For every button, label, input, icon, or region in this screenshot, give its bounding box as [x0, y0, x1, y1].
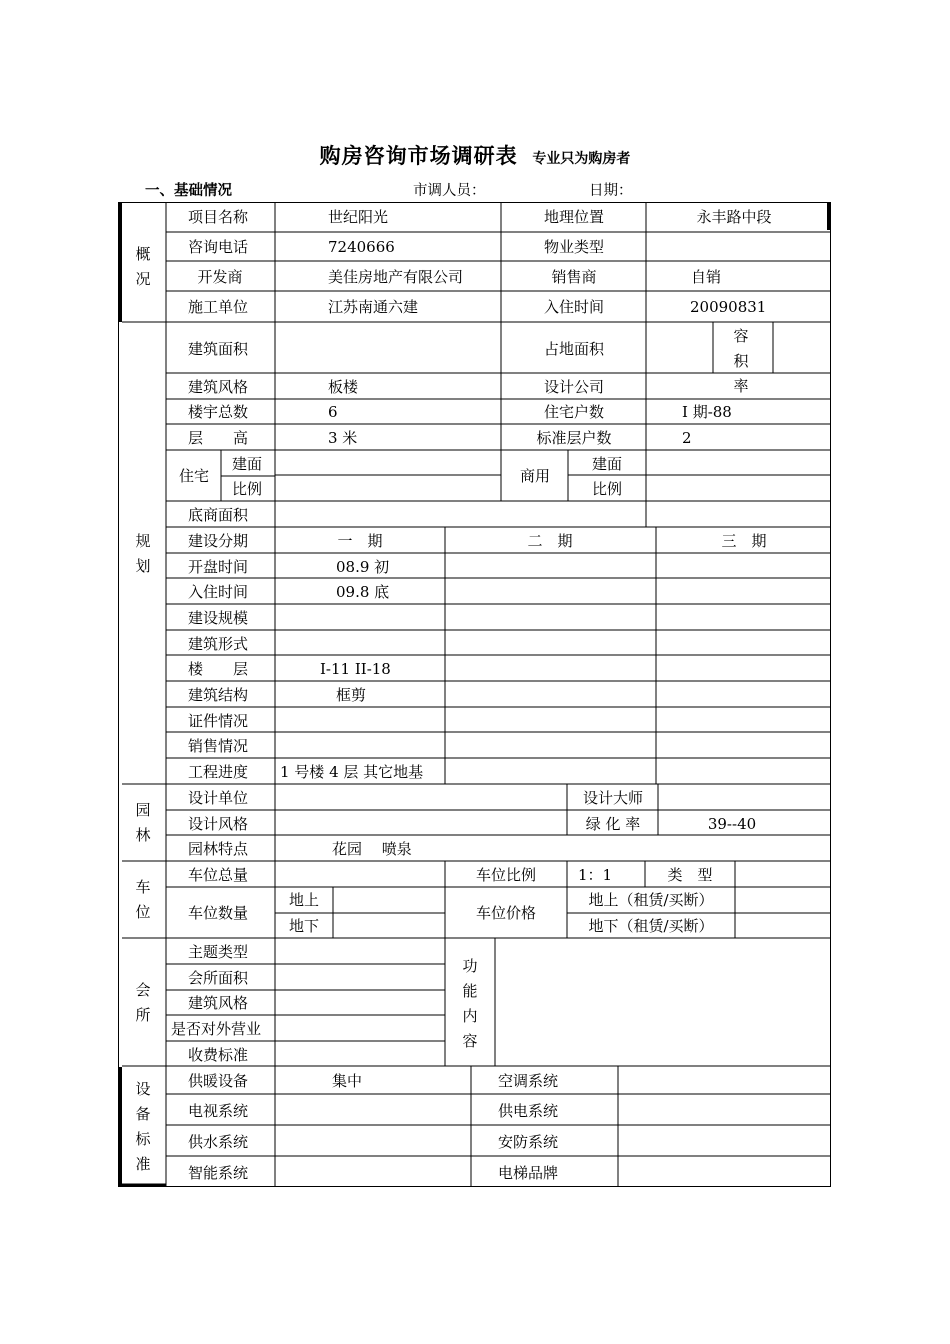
label-floor-height: 层 高: [188, 429, 249, 447]
value-phone: 7240666: [328, 238, 395, 256]
value-contractor: 江苏南通六建: [328, 298, 419, 316]
label-land-area: 占地面积: [543, 340, 605, 358]
club-function-label: 功 能 内 容: [462, 957, 478, 1050]
value-progress: 1 号楼 4 层 其它地基: [280, 763, 424, 781]
label-aircon: 空调系统: [498, 1072, 559, 1090]
label-opening: 开盘时间: [188, 558, 249, 576]
surveyor-label: 市调人员：: [413, 183, 486, 199]
label-developer: 开发商: [197, 268, 243, 286]
value-developer: 美佳房地产有限公司: [328, 268, 464, 286]
survey-table: [118, 202, 831, 1187]
label-tv: 电视系统: [188, 1102, 249, 1120]
label-sales-agent: 销售商: [551, 268, 597, 286]
phase-1-header: 一 期: [337, 532, 383, 550]
label-move-in-time: 入住时间: [188, 583, 249, 601]
label-move-in: 入住时间: [543, 298, 605, 316]
label-building-area: 建筑面积: [188, 340, 249, 358]
label-permits: 证件情况: [188, 712, 249, 730]
value-floor-height: 3 米: [328, 429, 358, 447]
label-res-ratio: 比例: [232, 480, 263, 498]
phase-2-header: 二 期: [527, 532, 573, 550]
label-parking-above: 地上: [288, 891, 320, 909]
label-design-company: 设计公司: [543, 378, 605, 396]
label-floors: 楼 层: [188, 660, 249, 678]
form-subtitle: 专业只为购房者: [532, 151, 631, 167]
label-parking-under: 地下: [288, 917, 320, 935]
label-under-rent: 地下（租赁/买断）: [588, 917, 714, 935]
value-sales-agent: 自销: [691, 268, 722, 286]
value-move-in-time: 09.8 底: [336, 583, 390, 601]
label-com-ratio: 比例: [591, 480, 623, 498]
label-phone: 咨询电话: [188, 238, 249, 256]
label-elevator: 电梯品牌: [498, 1164, 559, 1182]
phase-3-header: 三 期: [721, 532, 767, 550]
label-res-gross-area: 建面: [232, 455, 263, 473]
label-project-name: 项目名称: [188, 208, 249, 226]
value-building-count: 6: [328, 403, 338, 421]
label-sales-status: 销售情况: [188, 737, 249, 755]
value-move-in: 20090831: [690, 298, 767, 316]
page-title: [0, 140, 950, 170]
section-overview: 概 况: [135, 245, 151, 288]
label-location: 地理位置: [543, 208, 605, 226]
label-scale: 建设规模: [188, 609, 249, 627]
label-public-open: 是否对外营业: [171, 1020, 262, 1038]
section-planning: 规 划: [135, 532, 151, 575]
label-parking-type: 类 型: [667, 866, 713, 884]
label-parking-count: 车位数量: [188, 904, 249, 922]
label-green-ratio: 绿 化 率: [585, 815, 641, 833]
label-club-area: 会所面积: [188, 969, 249, 987]
label-ground-shop-area: 底商面积: [188, 506, 249, 524]
label-plot-ratio: 容 积 率: [733, 327, 749, 395]
date-label: 日期：: [589, 183, 633, 199]
value-parking-ratio: 1：1: [578, 866, 613, 884]
label-theme: 主题类型: [188, 943, 249, 961]
label-club-style: 建筑风格: [188, 994, 249, 1012]
value-standard-floor: 2: [682, 429, 692, 447]
value-project-name: 世纪阳光: [328, 208, 389, 226]
label-design-style: 设计风格: [188, 815, 249, 833]
label-parking-price: 车位价格: [475, 904, 537, 922]
value-building-style: 板楼: [328, 378, 359, 396]
label-form: 建筑形式: [188, 635, 249, 653]
label-building-count: 楼宇总数: [188, 403, 249, 421]
label-fee: 收费标准: [188, 1046, 249, 1064]
label-structure: 建筑结构: [188, 686, 249, 704]
label-parking-total: 车位总量: [188, 866, 249, 884]
section-club: 会 所: [135, 981, 151, 1024]
value-garden-features: 花园 喷泉: [332, 840, 412, 858]
label-commercial: 商用: [519, 467, 551, 485]
value-structure: 框剪: [336, 686, 367, 704]
label-smart: 智能系统: [188, 1164, 249, 1182]
value-floors: I-11 II-18: [320, 660, 391, 678]
label-property-type: 物业类型: [543, 238, 605, 256]
label-security: 安防系统: [498, 1133, 559, 1151]
label-above-rent: 地上（租赁/买断）: [588, 891, 714, 909]
section-heading: 一、基础情况: [145, 183, 232, 199]
label-residential: 住宅: [178, 467, 210, 485]
label-building-style: 建筑风格: [188, 378, 249, 396]
label-standard-floor: 标准层户数: [536, 429, 612, 447]
section-parking: 车 位: [135, 878, 151, 921]
value-location: 永丰路中段: [696, 208, 772, 226]
label-phases: 建设分期: [188, 532, 249, 550]
label-garden-features: 园林特点: [188, 840, 249, 858]
value-green-ratio: 39--40: [707, 815, 757, 833]
label-power: 供电系统: [498, 1102, 559, 1120]
form-title: 购房咨询市场调研表: [319, 144, 518, 168]
label-com-gross-area: 建面: [591, 455, 623, 473]
label-parking-ratio: 车位比例: [475, 866, 537, 884]
label-heating: 供暖设备: [188, 1072, 249, 1090]
label-household-count: 住宅户数: [543, 403, 605, 421]
section-garden: 园 林: [135, 801, 151, 844]
value-heating: 集中: [332, 1072, 363, 1090]
label-contractor: 施工单位: [188, 298, 249, 316]
label-design-unit: 设计单位: [188, 789, 249, 807]
label-water: 供水系统: [188, 1133, 249, 1151]
label-design-master: 设计大师: [582, 789, 644, 807]
value-household-count: I 期-88: [682, 403, 732, 421]
label-progress: 工程进度: [188, 763, 249, 781]
value-opening: 08.9 初: [336, 558, 390, 576]
section-equipment: 设 备 标 准: [135, 1080, 151, 1173]
